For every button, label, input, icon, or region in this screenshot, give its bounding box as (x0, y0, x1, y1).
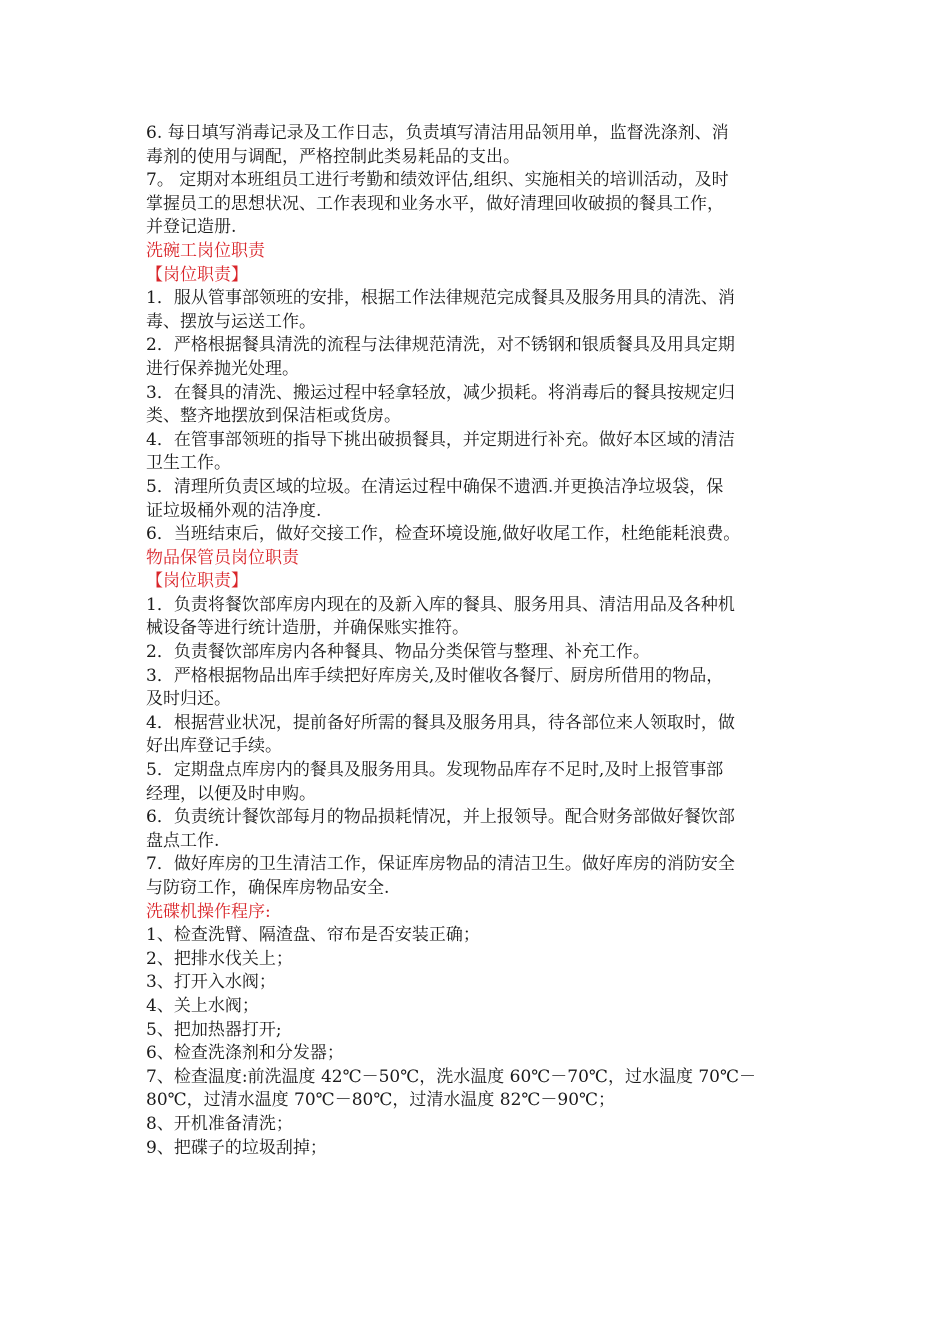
text-line: 7、检查温度:前洗温度 42℃－50℃，洗水温度 60℃－70℃，过水温度 70℃－ (146, 1066, 756, 1087)
text-line: 好出库登记手续。 (146, 736, 282, 757)
text-line: 类、整齐地摆放到保洁柜或货房。 (146, 406, 401, 427)
text-line: 6．负责统计餐饮部每月的物品损耗情况，并上报领导。配合财务部做好餐饮部 (146, 807, 735, 828)
text-line: 6. 每日填写消毒记录及工作日志，负责填写清洁用品领用单，监督洗涤剂、消 (146, 123, 729, 143)
text-line: 3、打开入水阀； (146, 972, 276, 993)
section-heading: 【岗位职责】 (146, 571, 248, 592)
text-line: 卫生工作。 (146, 453, 231, 474)
text-line: 并登记造册. (146, 217, 237, 238)
text-line: 4．根据营业状况，提前备好所需的餐具及服务用具，待各部位来人领取时，做 (146, 712, 735, 733)
section-heading: 物品保管员岗位职责 (146, 547, 299, 568)
text-line: 毒、摆放与运送工作。 (146, 311, 316, 332)
text-line: 7．做好库房的卫生清洁工作，保证库房物品的清洁卫生。做好库房的消防安全 (146, 854, 735, 875)
text-line: 械设备等进行统计造册，并确保账实推符。 (146, 618, 469, 639)
text-line: 证垃圾桶外观的洁净度. (146, 500, 322, 521)
text-line: 5．定期盘点库房内的餐具及服务用具。发现物品库存不足时,及时上报管事部 (146, 760, 724, 781)
text-line: 1、检查洗臂、隔渣盘、帘布是否安装正确； (146, 925, 480, 946)
text-line: 2、把排水伐关上； (146, 948, 293, 969)
text-line: 3．在餐具的清洗、搬运过程中轻拿轻放，减少损耗。将消毒后的餐具按规定归 (146, 382, 735, 403)
text-line: 6、检查洗涤剂和分发器； (146, 1043, 344, 1064)
text-line: 3．严格根据物品出库手续把好库房关,及时催收各餐厅、厨房所借用的物品， (146, 665, 724, 686)
text-line: 5．清理所负责区域的垃圾。在清运过程中确保不遗洒.并更换洁净垃圾袋，保 (146, 476, 724, 497)
document-body (146, 122, 816, 1160)
section-heading: 【岗位职责】 (146, 264, 248, 285)
section-heading: 洗碟机操作程序: (146, 901, 271, 922)
text-line: 6．当班结束后，做好交接工作，检查环境设施,做好收尾工作，杜绝能耗浪费。 (146, 524, 741, 545)
text-line: 80℃，过清水温度 70℃－80℃，过清水温度 82℃－90℃； (146, 1090, 616, 1111)
text-line: 7。 定期对本班组员工进行考勤和绩效评估,组织、实施相关的培训活动，及时 (146, 170, 729, 191)
text-line: 2．严格根据餐具清洗的流程与法律规范清洗，对不锈钢和银质餐具及用具定期 (146, 335, 735, 356)
text-line: 2．负责餐饮部库房内各种餐具、物品分类保管与整理、补充工作。 (146, 642, 650, 663)
text-line: 经理，以便及时申购。 (146, 783, 316, 804)
text-line: 与防窃工作，确保库房物品安全. (146, 878, 390, 898)
text-line: 掌握员工的思想状况、工作表现和业务水平，做好清理回收破损的餐具工作， (146, 193, 724, 214)
text-line: 4．在管事部领班的指导下挑出破损餐具，并定期进行补充。做好本区域的清洁 (146, 429, 735, 450)
text-line: 毒剂的使用与调配，严格控制此类易耗品的支出。 (146, 146, 520, 167)
text-line: 盘点工作. (146, 830, 220, 851)
text-line: 4、关上水阀； (146, 995, 259, 1016)
text-line: 5、把加热器打开; (146, 1019, 282, 1040)
text-line: 及时归还。 (146, 689, 231, 710)
text-line: 进行保养抛光处理。 (146, 358, 299, 379)
text-line: 9、把碟子的垃圾刮掉； (146, 1137, 327, 1158)
text-line: 1．负责将餐饮部库房内现在的及新入库的餐具、服务用具、清洁用品及各种机 (146, 594, 735, 615)
section-heading: 洗碗工岗位职责 (146, 240, 265, 261)
text-line: 1．服从管事部领班的安排，根据工作法律规范完成餐具及服务用具的清洗、消 (146, 288, 735, 309)
text-line: 8、开机准备清洗； (146, 1113, 293, 1134)
